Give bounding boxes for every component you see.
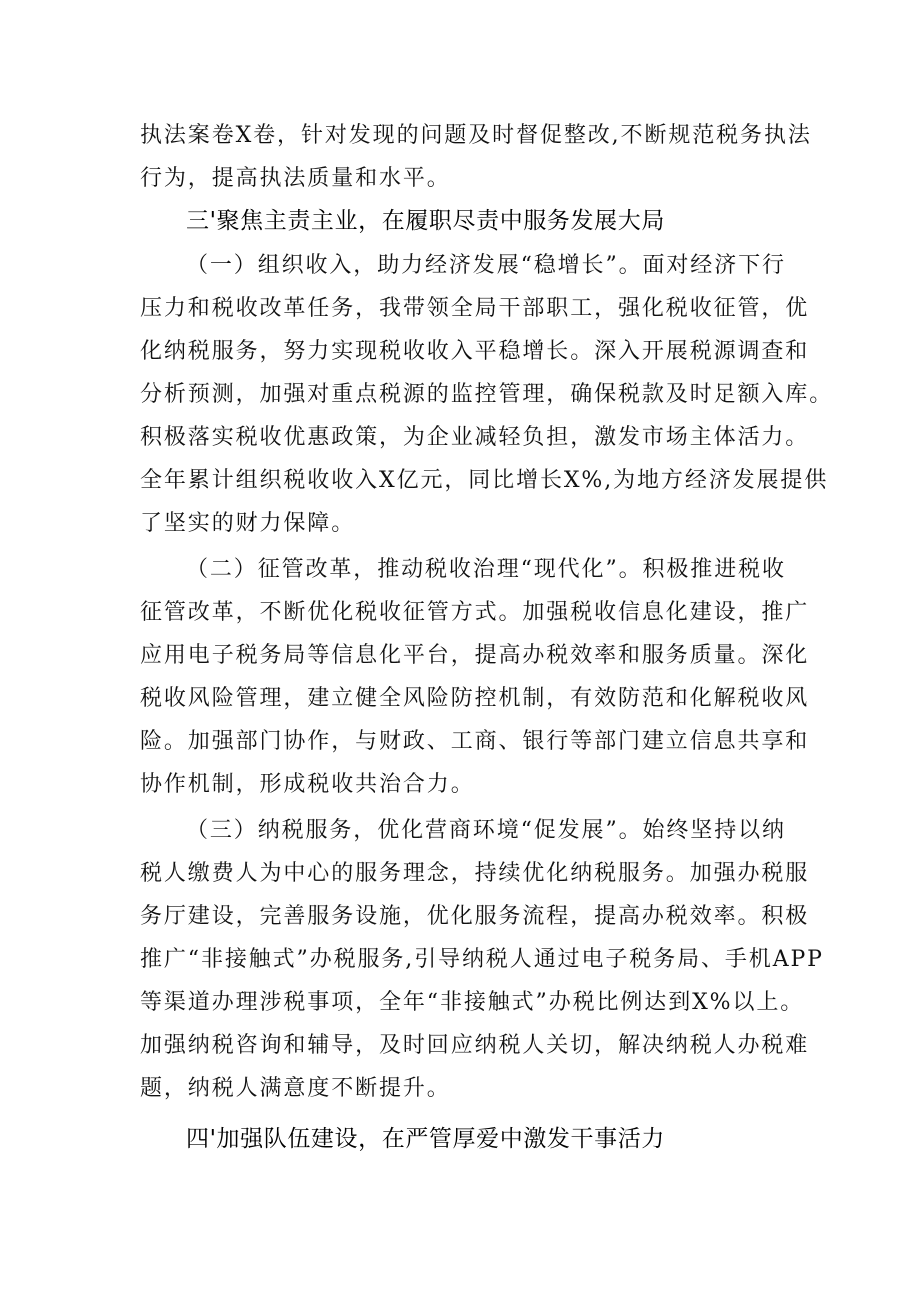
text-line: 协作机制，形成税收共治合力。	[140, 772, 475, 797]
text-line: 分析预测，加强对重点税源的监控管理，确保税款及时足额入库。	[140, 382, 834, 407]
text-line: 等渠道办理涉税事项，全年“非接触式”办税比例达到X%以上。	[140, 990, 805, 1015]
text-line: 了坚实的财力保障。	[140, 511, 356, 536]
text-line: 税收风险管理，建立健全风险防控机制，有效防范和化解税收风	[140, 686, 810, 711]
section-heading-4: 四'加强队伍建设，在严管厚爱中激发干事活力	[186, 1126, 665, 1152]
text-line: 积极落实税收优惠政策，为企业减轻负担，激发市场主体活力。	[140, 425, 810, 450]
text-line: 推广“非接触式”办税服务,引导纳税人通过电子税务局、手机APP	[140, 947, 824, 972]
text-line: （一）组织收入，助力经济发展“稳增长”。面对经济下行	[186, 253, 786, 278]
text-line: 加强纳税咨询和辅导，及时回应纳税人关切，解决纳税人办税难	[140, 1033, 810, 1058]
section-heading-3: 三'聚焦主责主业，在履职尽责中服务发展大局	[186, 208, 665, 234]
text-line: 税人缴费人为中心的服务理念，持续优化纳税服务。加强办税服	[140, 861, 810, 886]
text-line: （三）纳税服务，优化营商环境“促发展”。始终坚持以纳	[186, 818, 786, 843]
text-line: 应用电子税务局等信息化平台，提高办税效率和服务质量。深化	[140, 643, 810, 668]
text-line: 化纳税服务，努力实现税收收入平稳增长。深入开展税源调查和	[140, 339, 810, 364]
text-line: （二）征管改革，推动税收治理“现代化”。积极推进税收	[186, 557, 786, 582]
text-line: 险。加强部门协作，与财政、工商、银行等部门建立信息共享和	[140, 729, 810, 754]
text-line: 题，纳税人满意度不断提升。	[140, 1076, 451, 1101]
text-line: 征管改革，不断优化税收征管方式。加强税收信息化建设，推广	[140, 600, 810, 625]
text-line: 压力和税收改革任务，我带领全局干部职工，强化税收征管，优	[140, 296, 810, 321]
text-line: 全年累计组织税收收入X亿元，同比增长X%,为地方经济发展提供	[140, 468, 829, 493]
text-line: 行为，提高执法质量和水平。	[140, 166, 451, 191]
text-line: 执法案卷X卷，针对发现的问题及时督促整改,不断规范税务执法	[140, 123, 812, 148]
text-line: 务厅建设，完善服务设施，优化服务流程，提高办税效率。积极	[140, 904, 810, 929]
